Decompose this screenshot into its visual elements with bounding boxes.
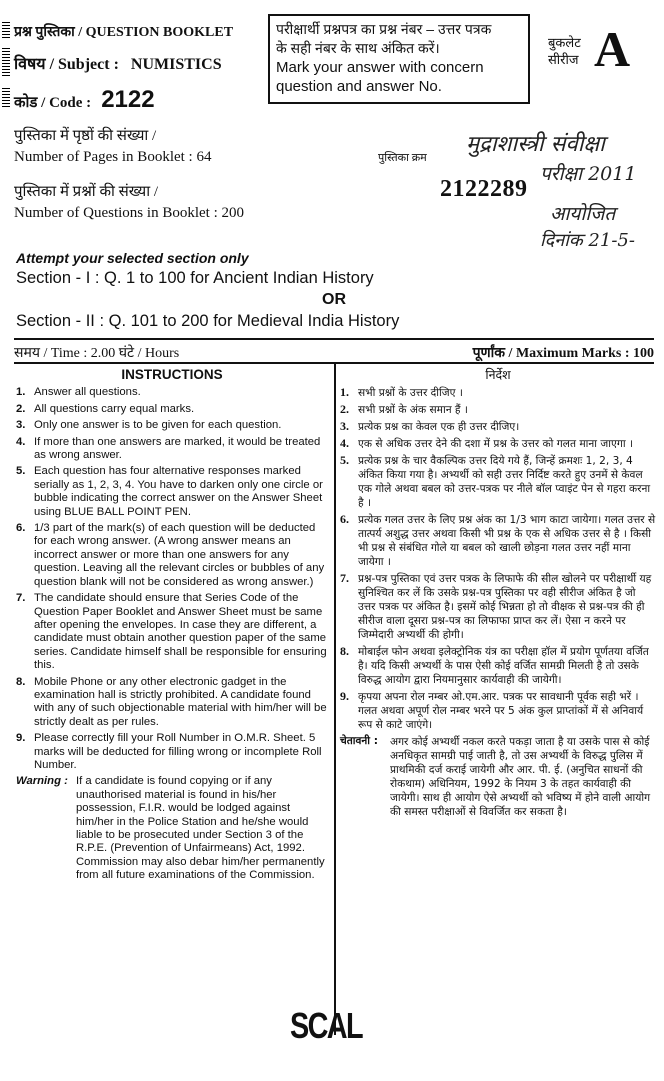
instruction-number: 6. [16, 522, 26, 535]
booklet-number-label: पुस्तिका क्रम [378, 152, 427, 164]
series-letter: A [594, 21, 631, 77]
instruction-text: Only one answer is to be given for each question. [34, 419, 282, 432]
instruction-item [340, 386, 656, 400]
instruction-text: सभी प्रश्नों के अंक समान हैं । [358, 404, 468, 417]
notice-line: परीक्षार्थी प्रश्नपत्र का प्रश्न नंबर – उत्तर पत्रक [276, 21, 492, 37]
section-or: OR [322, 291, 346, 308]
instruction-number: 3. [16, 419, 26, 432]
handwritten-note: दिनांक 21-5- [540, 230, 635, 251]
instruction-text: If more than one answers are marked, it would be treated as wrong answer. [34, 435, 321, 462]
instruction-text: सभी प्रश्नों के उत्तर दीजिए । [358, 387, 463, 400]
booklet-label: प्रश्न पुस्तिका / QUESTION BOOKLET [14, 25, 234, 40]
pages-label-en: Number of Pages in Booklet : 64 [14, 149, 212, 165]
notice-line: Mark your answer with concern [276, 59, 484, 76]
instruction-item [16, 676, 328, 730]
instruction-text: Please correctly fill your Roll Number in O.M.R. Sheet. 5 marks will be deducted for filling wrong or incomplete Roll Number. [34, 732, 322, 771]
max-marks: पूर्णांक / Maximum Marks : 100 [472, 346, 654, 361]
instruction-item [16, 732, 328, 772]
warning-text: If a candidate is found copying or if any unauthorised material is found in his/her possession, F.I.R. would be lodged against him/her in the Police Station and he/she would liable to be prosecuted under Section 3 of the R.P.E. (Prevention of Unfairmeans) Act, 1992. Commission may also debar him/her permanently from all future examinations of the Commission. [76, 775, 325, 882]
warning-text-hindi: अगर कोई अभ्यर्थी नकल करते पकड़ा जाता है या उसके पास से कोई अनधिकृत सामग्री पाई जाती है, तो उस अभ्यर्थी के विरुद्ध पुलिस में प्राथमिकी दर्ज कराई जायेगी और आर. पी. ई. (अनुचित साधनों की रोकथाम) अधिनियम, 1992 के नियम 3 के तहत कार्यवाही की जायेगी। साथ ही आयोग ऐसे अभ्यर्थी को भविष्य में होने वाली आयोग की समस्त परीक्षाओं से विवर्जित कर सकता है। [390, 736, 651, 819]
instruction-number: 9. [16, 732, 26, 745]
questions-label-hi: पुस्तिका में प्रश्नों की संख्या / [14, 184, 159, 200]
instruction-item [16, 403, 328, 416]
column-divider [334, 363, 336, 1035]
series-label-1: बुकलेट [548, 35, 581, 50]
instruction-text: Mobile Phone or any other electronic gadget in the examination hall is strictly prohibited. A candidate found with any of such objectionable material with him/her will be strictly dealt as per rules. [34, 675, 327, 728]
instruction-text: मोबाईल फोन अथवा इलेक्ट्रोनिक यंत्र का परीक्षा हॉल में प्रयोग पूर्णतया वर्जित है। यदि किसी अभ्यर्थी के पास ऐसी कोई वर्जित सामग्री मिलती है तो उसके विरुद्ध आयोग द्वारा नियमानुसार कार्यवाही की जायेगी। [358, 646, 649, 687]
instruction-text: All questions carry equal marks. [34, 402, 195, 415]
instruction-number: 1. [340, 385, 349, 400]
instruction-item [16, 592, 328, 672]
series-label-2: सीरीज [548, 52, 579, 67]
answer-notice-box [268, 14, 530, 104]
instruction-text: Each question has four alternative responses marked serially as 1, 2, 3, 4. You have to darken only one circle or bubble indicating the correct answer on the Answer Sheet using BLUE BALL POINT PEN. [34, 465, 323, 518]
instruction-item [340, 403, 656, 417]
instruction-item [16, 386, 328, 399]
subject-label: विषय / Subject : [14, 56, 119, 73]
handwritten-note: आयोजित [550, 203, 616, 225]
margin-marks [2, 48, 10, 76]
instruction-item [340, 454, 656, 510]
warning-label: Warning : [16, 775, 68, 788]
series-label [548, 34, 581, 68]
instruction-text: The candidate should ensure that Series Code of the Question Paper Booklet and Answer Sheet must be same after opening the envelopes. In case they are different, a candidate must obtain another question paper of the same series. Candidate himself shall be responsible for ensuring this. [34, 592, 327, 672]
section-1: Section - I : Q. 1 to 100 for Ancient Indian History [16, 269, 374, 287]
margin-marks [2, 88, 10, 108]
instruction-item [16, 522, 328, 589]
instruction-item [16, 465, 328, 519]
pages-info [14, 126, 211, 168]
instructions-title-hindi: निर्देश [485, 367, 511, 382]
instruction-number: 5. [340, 453, 349, 468]
instruction-text: Answer all questions. [34, 386, 141, 399]
instruction-text: कृपया अपना रोल नम्बर ओ.एम.आर. पत्रक पर सावधानी पूर्वक सही भरें । गलत अथवा अपूर्ण रोल नम्बर भरने पर 5 अंक कुल प्राप्तांकों में से अनिवार्य रूप से काटे जाएंगे। [358, 691, 644, 732]
section-2: Section - II : Q. 101 to 200 for Medieval India History [16, 312, 400, 330]
code-value: 2122 [101, 86, 155, 113]
warning-label-hindi: चेतावनी : [340, 735, 378, 748]
instruction-number: 4. [340, 436, 349, 451]
instruction-text: एक से अधिक उत्तर देने की दशा में प्रश्न के उत्तर को गलत माना जाएगा । [358, 438, 633, 451]
time-info: समय / Time : 2.00 घंटे / Hours [14, 346, 180, 361]
questions-info [14, 182, 244, 224]
attempt-note: Attempt your selected section only [16, 250, 249, 266]
instructions-title: INSTRUCTIONS [121, 367, 223, 382]
instruction-item [16, 436, 328, 463]
subject-row [14, 52, 222, 74]
instruction-number: 5. [16, 465, 26, 478]
instruction-number: 9. [340, 689, 349, 704]
subject-value: NUMISTICS [130, 56, 222, 73]
code-row [14, 86, 155, 114]
booklet-number: 2122289 [440, 176, 528, 202]
instruction-number: 1. [16, 386, 26, 399]
code-label: कोड / Code : [14, 95, 92, 111]
instruction-number: 7. [16, 592, 26, 605]
instructions-english [16, 368, 328, 883]
instructions-hindi [340, 368, 656, 819]
instruction-text: 1/3 part of the mark(s) of each question will be deducted for each wrong answer. (A wrong answer means an incorrect answer or more than one answers for any question. Leaving all the relevant circles or bubbles of any question blank will not be considered as wrong answer.) [34, 522, 325, 588]
instruction-number: 4. [16, 435, 26, 448]
instruction-item [340, 572, 656, 642]
instruction-item [340, 420, 656, 434]
instruction-text: प्रत्येक गलत उत्तर के लिए प्रश्न अंक का 1/3 भाग काटा जायेगा। गलत उत्तर से तात्पर्य अशुद्ध उत्तर अथवा किसी भी प्रश्न के एक से अधिक उत्तर से है । किसी भी प्रश्न से संबंधित गोले या बबल को खाली छोड़ना गलत उत्तर नहीं माना जायेगा । [358, 514, 656, 569]
instruction-text: प्रत्येक प्रश्न का केवल एक ही उत्तर दीजिए। [358, 421, 520, 434]
questions-label-en: Number of Questions in Booklet : 200 [14, 205, 244, 221]
instruction-item [340, 437, 656, 451]
instruction-number: 8. [16, 675, 26, 688]
instruction-number: 6. [340, 512, 349, 527]
instruction-text: प्रत्येक प्रश्न के चार वैकल्पिक उत्तर दिये गये हैं, जिन्हें क्रमशः 1, 2, 3, 4 अंकित किया गया है। अभ्यर्थी को सही उत्तर निर्दिष्ट करते हुए उनमें से केवल एक गोले अथवा बबल को उत्तर-पत्रक पर नीले बॉल प्वाइंट पेन से गहरा करना है । [358, 455, 651, 510]
instruction-item [340, 513, 656, 569]
instruction-number: 8. [340, 644, 349, 659]
instruction-number: 2. [340, 402, 349, 417]
instruction-item [340, 690, 656, 732]
handwritten-note: मुद्राशास्त्री संवीक्षा [466, 132, 605, 157]
margin-marks [2, 22, 10, 40]
divider [14, 338, 654, 340]
instruction-number: 2. [16, 402, 26, 415]
notice-line: question and answer No. [276, 78, 442, 95]
notice-line: के सही नंबर के साथ अंकित करें। [276, 40, 440, 56]
instructions-list [16, 386, 328, 772]
instructions-list [340, 386, 656, 732]
commission-logo: SCAL [290, 1005, 362, 1046]
handwritten-note: परीक्षा 2011 [540, 163, 637, 185]
instruction-item [340, 645, 656, 687]
instruction-number: 7. [340, 571, 349, 586]
instruction-number: 3. [340, 419, 349, 434]
warning-block [16, 775, 328, 882]
pages-label-hi: पुस्तिका में पृष्ठों की संख्या / [14, 128, 157, 144]
instruction-item [16, 419, 328, 432]
warning-block-hindi [340, 735, 656, 819]
instruction-text: प्रश्न-पत्र पुस्तिका एवं उत्तर पत्रक के लिफाफे की सील खोलने पर परीक्षार्थी यह सुनिश्चित कर लें कि उसके प्रश्न-पत्र पुस्तिका पर वही सीरीज अंकित है जो उत्तर पत्रक पर अंकित है। इसमें कोई भिन्नता हो तो वीक्षक से प्रश्न-पत्र की ही सीरीज वाला दूसरा प्रश्न-पत्र का लिफाफा प्राप्त कर लें। ऐसा न करने पर जिम्मेदारी अभ्यर्थी की होगी। [358, 573, 652, 642]
